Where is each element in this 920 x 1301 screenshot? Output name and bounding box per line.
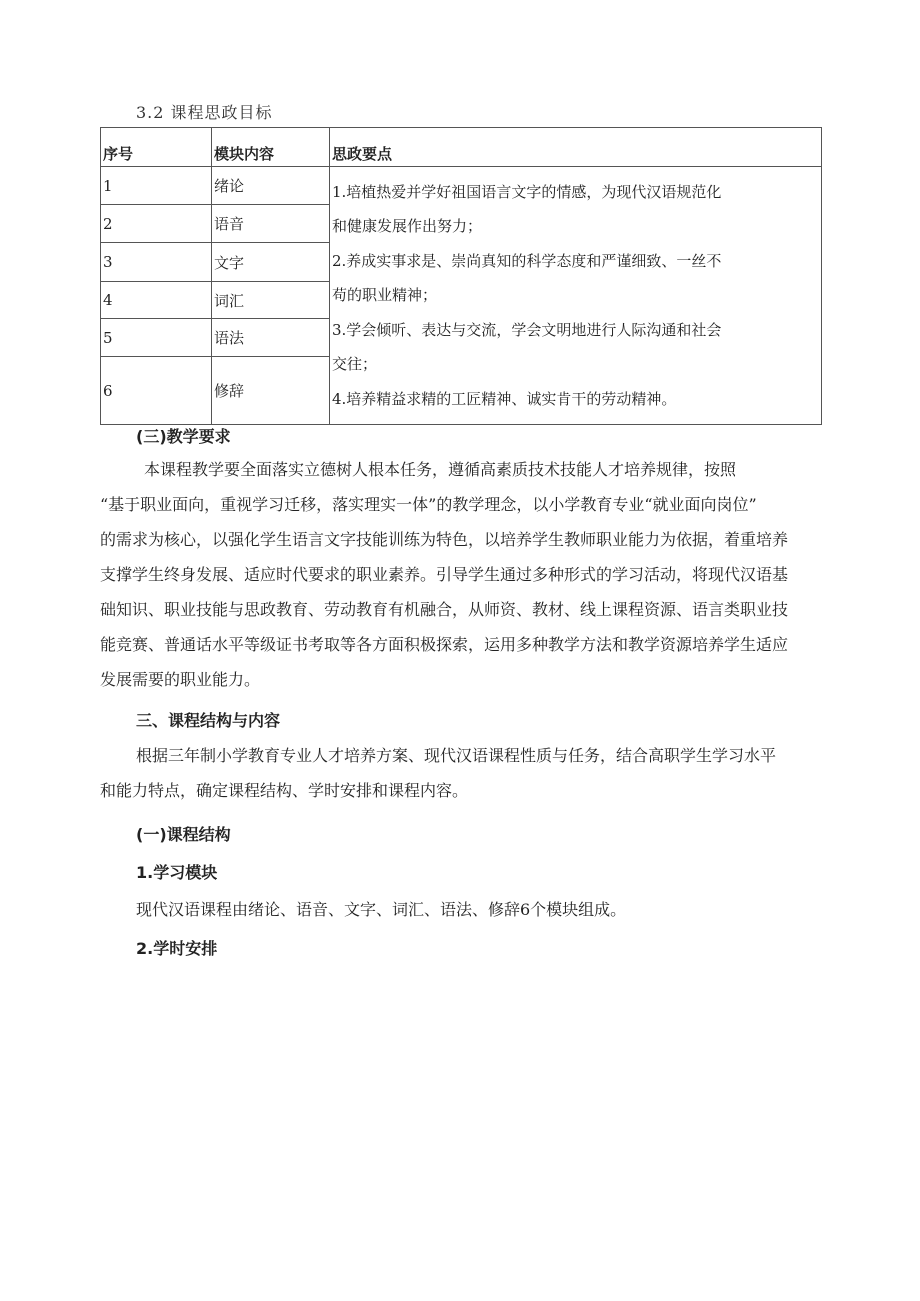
point-line: 4.培养精益求精的工匠精神、诚实肯干的劳动精神。 [332,389,677,408]
paragraph-line: 的需求为核心，以强化学生语言文字技能训练为特色，以培养学生教师职业能力为依据，着重培养 [100,530,789,549]
row-number: 5 [101,319,212,357]
point-line: 苟的职业精神； [332,286,438,305]
row-number: 6 [101,357,212,425]
paragraph-line: 本课程教学要全面落实立德树人根本任务，遵循高素质技术技能人才培养规律，按照 [144,460,737,479]
row-number: 1 [101,167,212,205]
section-title: 3.2 课程思政目标 [136,103,273,122]
row-number: 3 [101,243,212,282]
paragraph-line: 和能力特点，确定课程结构、学时安排和课程内容。 [100,781,469,800]
row-module: 语法 [212,319,330,357]
point-line: 和健康发展作出努力； [332,217,483,236]
row-module: 文字 [212,243,330,282]
point-line: 交往； [332,355,378,374]
paragraph-line: 发展需要的职业能力。 [100,670,261,689]
teaching-requirements-paragraph [100,452,822,697]
row-module: 语音 [212,205,330,243]
modules-paragraph [136,892,822,927]
learning-modules-heading: 1.学习模块 [136,863,218,882]
row-number: 2 [101,205,212,243]
paragraph-line: 础知识、职业技能与思政教育、劳动教育有机融合，从师资、教材、线上课程资源、语言类职业技 [100,600,789,619]
course-structure-content-heading: 三、课程结构与内容 [136,711,281,730]
table-header-row [101,128,822,167]
header-module: 模块内容 [212,128,330,167]
row-module: 绪论 [212,167,330,205]
point-line: 1.培植热爱并学好祖国语言文字的情感，为现代汉语规范化 [332,182,722,201]
row-number: 4 [101,282,212,319]
ideology-points-cell [330,167,822,425]
paragraph-line: “基于职业面向，重视学习迁移，落实理实一体”的教学理念，以小学教育专业“就业面向岗位” [100,495,757,514]
hours-schedule-heading: 2.学时安排 [136,939,218,958]
teaching-requirements-heading: (三)教学要求 [136,427,231,446]
paragraph-line: 根据三年制小学教育专业人才培养方案、现代汉语课程性质与任务，结合高职学生学习水平 [136,746,777,765]
row-module: 修辞 [212,357,330,425]
paragraph-line: 能竞赛、普通话水平等级证书考取等各方面积极探索，运用多种教学方法和教学资源培养学生适应 [100,635,789,654]
course-structure-heading: (一)课程结构 [136,825,231,844]
point-line: 2.养成实事求是、崇尚真知的科学态度和严谨细致、一丝不 [332,251,722,270]
ideology-objectives-table [100,127,822,425]
paragraph-line: 现代汉语课程由绪论、语音、文字、词汇、语法、修辞6个模块组成。 [136,900,627,919]
header-points: 思政要点 [330,128,822,167]
structure-paragraph [100,738,822,808]
table-row [101,167,822,205]
row-module: 词汇 [212,282,330,319]
header-number: 序号 [101,128,212,167]
point-line: 3.学会倾听、表达与交流，学会文明地进行人际沟通和社会 [332,320,722,339]
paragraph-line: 支撑学生终身发展、适应时代要求的职业素养。引导学生通过多种形式的学习活动，将现代汉语基 [100,565,789,584]
